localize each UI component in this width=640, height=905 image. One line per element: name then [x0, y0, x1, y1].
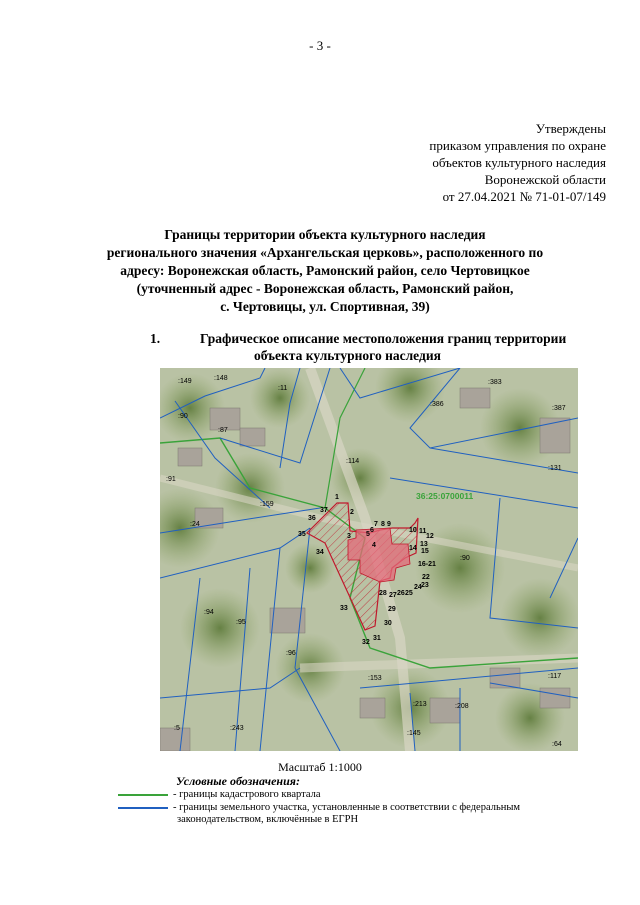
point-label: 14	[409, 545, 417, 552]
parcel-label: :24	[190, 521, 200, 528]
parcel-label: :90	[178, 413, 188, 420]
point-label: 5	[366, 531, 370, 538]
parcel-label: :148	[214, 375, 228, 382]
point-label: 35	[298, 531, 306, 538]
parcel-label: :11	[278, 385, 288, 392]
point-label: 10	[409, 527, 417, 534]
point-label: 3	[347, 533, 351, 540]
point-label: 9	[387, 521, 391, 528]
legend-item-parcel	[118, 802, 618, 828]
legend-swatch-green	[118, 794, 168, 796]
approval-line: объектов культурного наследия	[432, 155, 606, 170]
parcel-label: :90	[460, 555, 470, 562]
approval-line: Утверждены	[535, 121, 606, 136]
document-title	[40, 226, 610, 316]
cadastral-map	[160, 368, 578, 751]
point-label: 29	[388, 606, 396, 613]
parcel-label: :87	[218, 427, 228, 434]
parcel-label: :386	[430, 401, 444, 408]
point-label: 24	[414, 584, 422, 591]
parcel-label: :149	[178, 378, 192, 385]
section-number: 1.	[150, 331, 161, 346]
legend-item-quarter	[118, 789, 618, 803]
parcel-label: :64	[552, 741, 562, 748]
point-label: 15	[421, 548, 429, 555]
point-label: 22	[422, 574, 430, 581]
point-label: 2	[350, 509, 354, 516]
point-label: 13	[420, 541, 428, 548]
point-label: 26	[397, 590, 405, 597]
parcel-label: :131	[548, 465, 562, 472]
map-scale: Масштаб 1:1000	[278, 760, 362, 774]
point-label: 4	[372, 542, 376, 549]
point-label: 32	[362, 639, 370, 646]
parcel-label: :114	[346, 458, 360, 465]
parcel-label: :94	[204, 609, 214, 616]
point-label: 36	[308, 515, 316, 522]
point-label: 6	[370, 527, 374, 534]
point-label: 7	[374, 521, 378, 528]
parcel-label: :145	[407, 730, 421, 737]
parcel-label: :117	[548, 673, 562, 680]
title-line: (уточненный адрес - Воронежская область, Рамонский район,	[136, 281, 514, 296]
title-line: адресу: Воронежская область, Рамонский район, село Чертовицкое	[120, 263, 530, 278]
point-label: 16-21	[418, 561, 436, 568]
page-number: - 3 -	[309, 38, 331, 53]
parcel-label: :95	[236, 619, 246, 626]
parcel-label: :153	[368, 675, 382, 682]
legend-swatch-blue	[118, 807, 168, 809]
parcel-label: :383	[488, 379, 502, 386]
legend-text: - границы кадастрового квартала	[173, 789, 321, 800]
approval-block	[429, 120, 606, 205]
approval-line: приказом управления по охране	[429, 138, 606, 153]
title-line: регионального значения «Архангельская церковь», расположенного по	[106, 245, 544, 260]
parcel-label: :159	[260, 501, 274, 508]
parcel-label: :96	[286, 650, 296, 657]
point-label: 28	[379, 590, 387, 597]
point-label: 31	[373, 635, 381, 642]
approval-line: Воронежской области	[484, 172, 606, 187]
point-label: 1	[335, 494, 339, 501]
section-title-line: Графическое описание местоположения границ территории	[200, 331, 567, 346]
section-title-line: объекта культурного наследия	[254, 348, 441, 363]
title-line: с. Чертовицы, ул. Спортивная, 39)	[220, 299, 430, 314]
parcel-label: :243	[230, 725, 244, 732]
point-label: 8	[381, 521, 385, 528]
approval-date-line: от 27.04.2021 № 71-01-07/149	[442, 189, 606, 204]
point-label: 34	[316, 549, 324, 556]
parcel-label: :5	[174, 725, 180, 732]
parcel-label: :213	[413, 701, 427, 708]
point-label: 27	[389, 592, 397, 599]
legend-text: - границы земельного участка, установленные в соответствии с федеральным	[173, 802, 521, 813]
quarter-label: 36:25:0700011	[416, 491, 474, 501]
point-label: 23	[421, 582, 429, 589]
point-label: 30	[384, 620, 392, 627]
point-label: 37	[320, 507, 328, 514]
parcel-label: :91	[166, 476, 176, 483]
title-line: Границы территории объекта культурного наследия	[164, 227, 486, 242]
point-label: 11	[419, 528, 427, 535]
point-label: 33	[340, 605, 348, 612]
parcel-label: :387	[552, 405, 566, 412]
point-label: 25	[405, 590, 413, 597]
point-label: 12	[426, 533, 434, 540]
parcel-label: :208	[455, 703, 469, 710]
legend-text: законодательством, включённые в ЕГРН	[177, 814, 359, 825]
legend-title: Условные обозначения:	[176, 774, 300, 788]
